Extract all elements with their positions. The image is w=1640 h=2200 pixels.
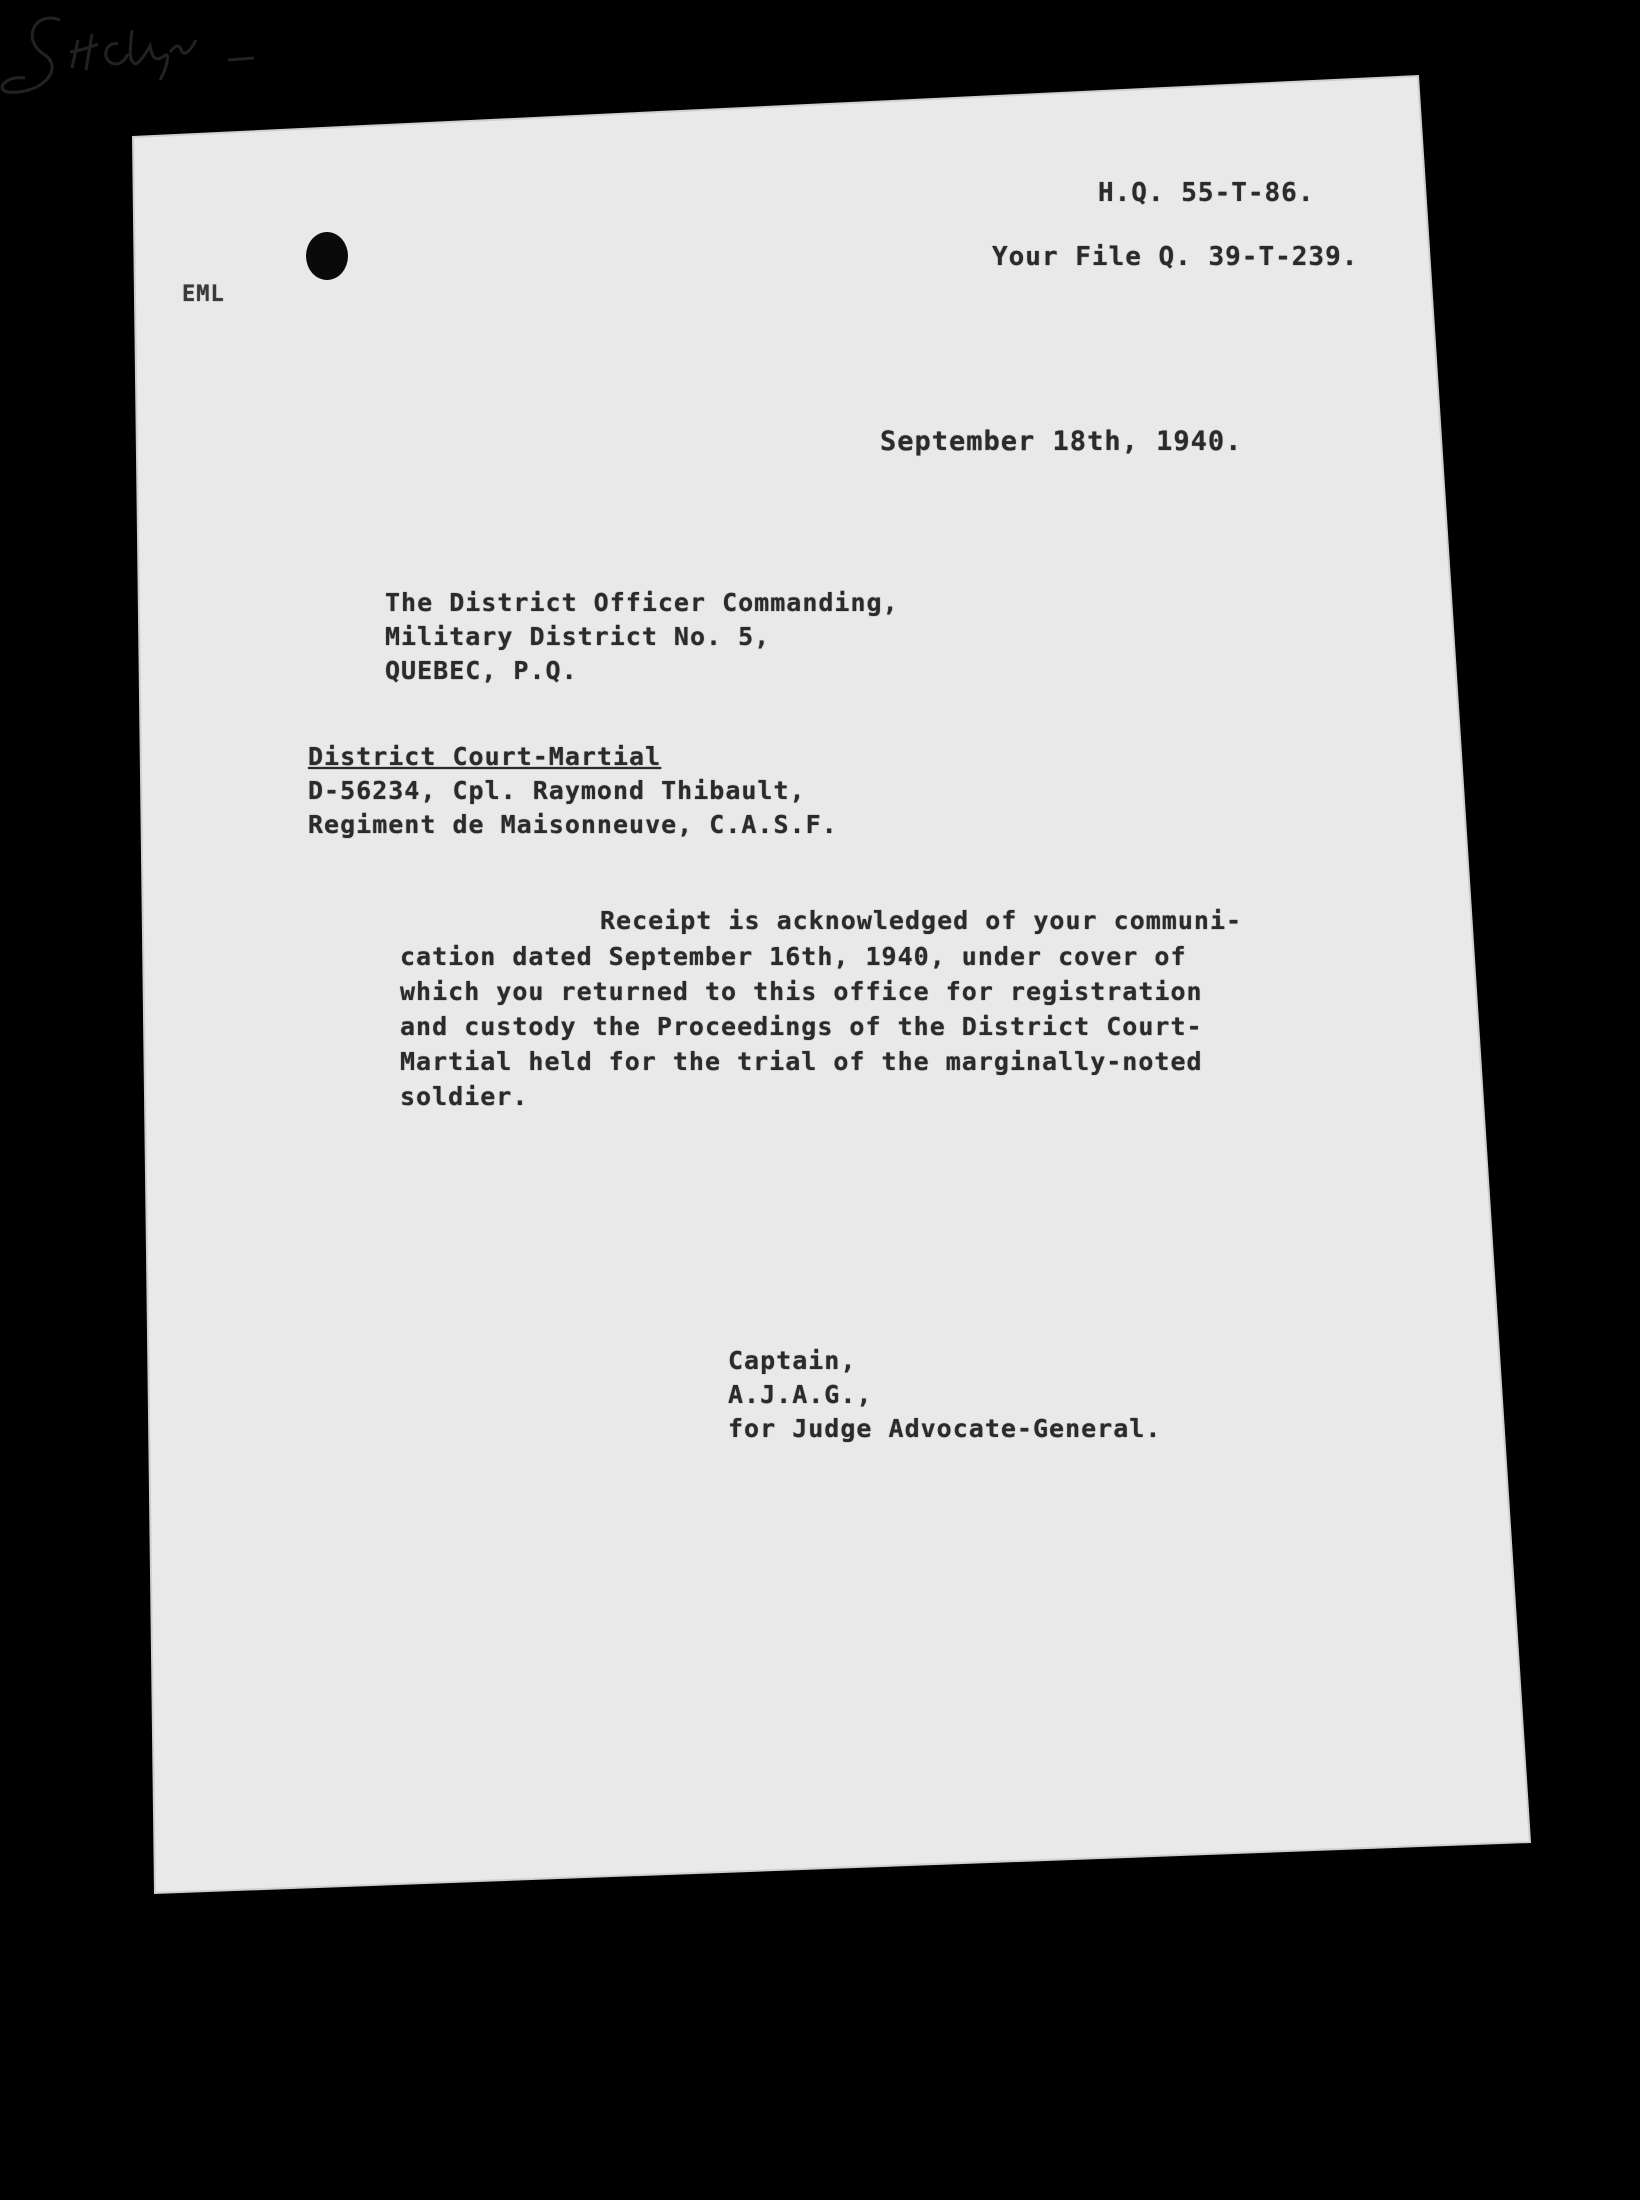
body-line: Receipt is acknowledged of your communi- <box>600 906 1243 935</box>
body-line: soldier. <box>400 1082 529 1111</box>
addressee-line: The District Officer Commanding, <box>385 588 899 617</box>
typist-initials: EML <box>182 282 225 307</box>
addressee-line: Military District No. 5, <box>385 622 771 651</box>
letter-date: September 18th, 1940. <box>880 426 1243 457</box>
body-line: which you returned to this office for registration <box>400 977 1203 1006</box>
subject-line: Regiment de Maisonneuve, C.A.S.F. <box>308 810 838 839</box>
punch-hole <box>306 232 348 280</box>
signature-title: A.J.A.G., <box>728 1380 873 1409</box>
body-line: and custody the Proceedings of the District Court- <box>400 1012 1203 1041</box>
subject-line: D-56234, Cpl. Raymond Thibault, <box>308 776 806 805</box>
body-line: cation dated September 16th, 1940, under cover of <box>400 942 1187 971</box>
signature-office: for Judge Advocate-General. <box>728 1414 1162 1443</box>
signature-rank: Captain, <box>728 1346 857 1375</box>
body-line: Martial held for the trial of the marginally-noted <box>400 1047 1203 1076</box>
hq-reference: H.Q. 55-T-86. <box>1098 178 1315 208</box>
subject-heading: District Court-Martial <box>308 742 662 771</box>
addressee-line: QUEBEC, P.Q. <box>385 656 578 685</box>
handwritten-signature <box>0 0 260 105</box>
your-file-reference: Your File Q. 39-T-239. <box>992 242 1359 272</box>
